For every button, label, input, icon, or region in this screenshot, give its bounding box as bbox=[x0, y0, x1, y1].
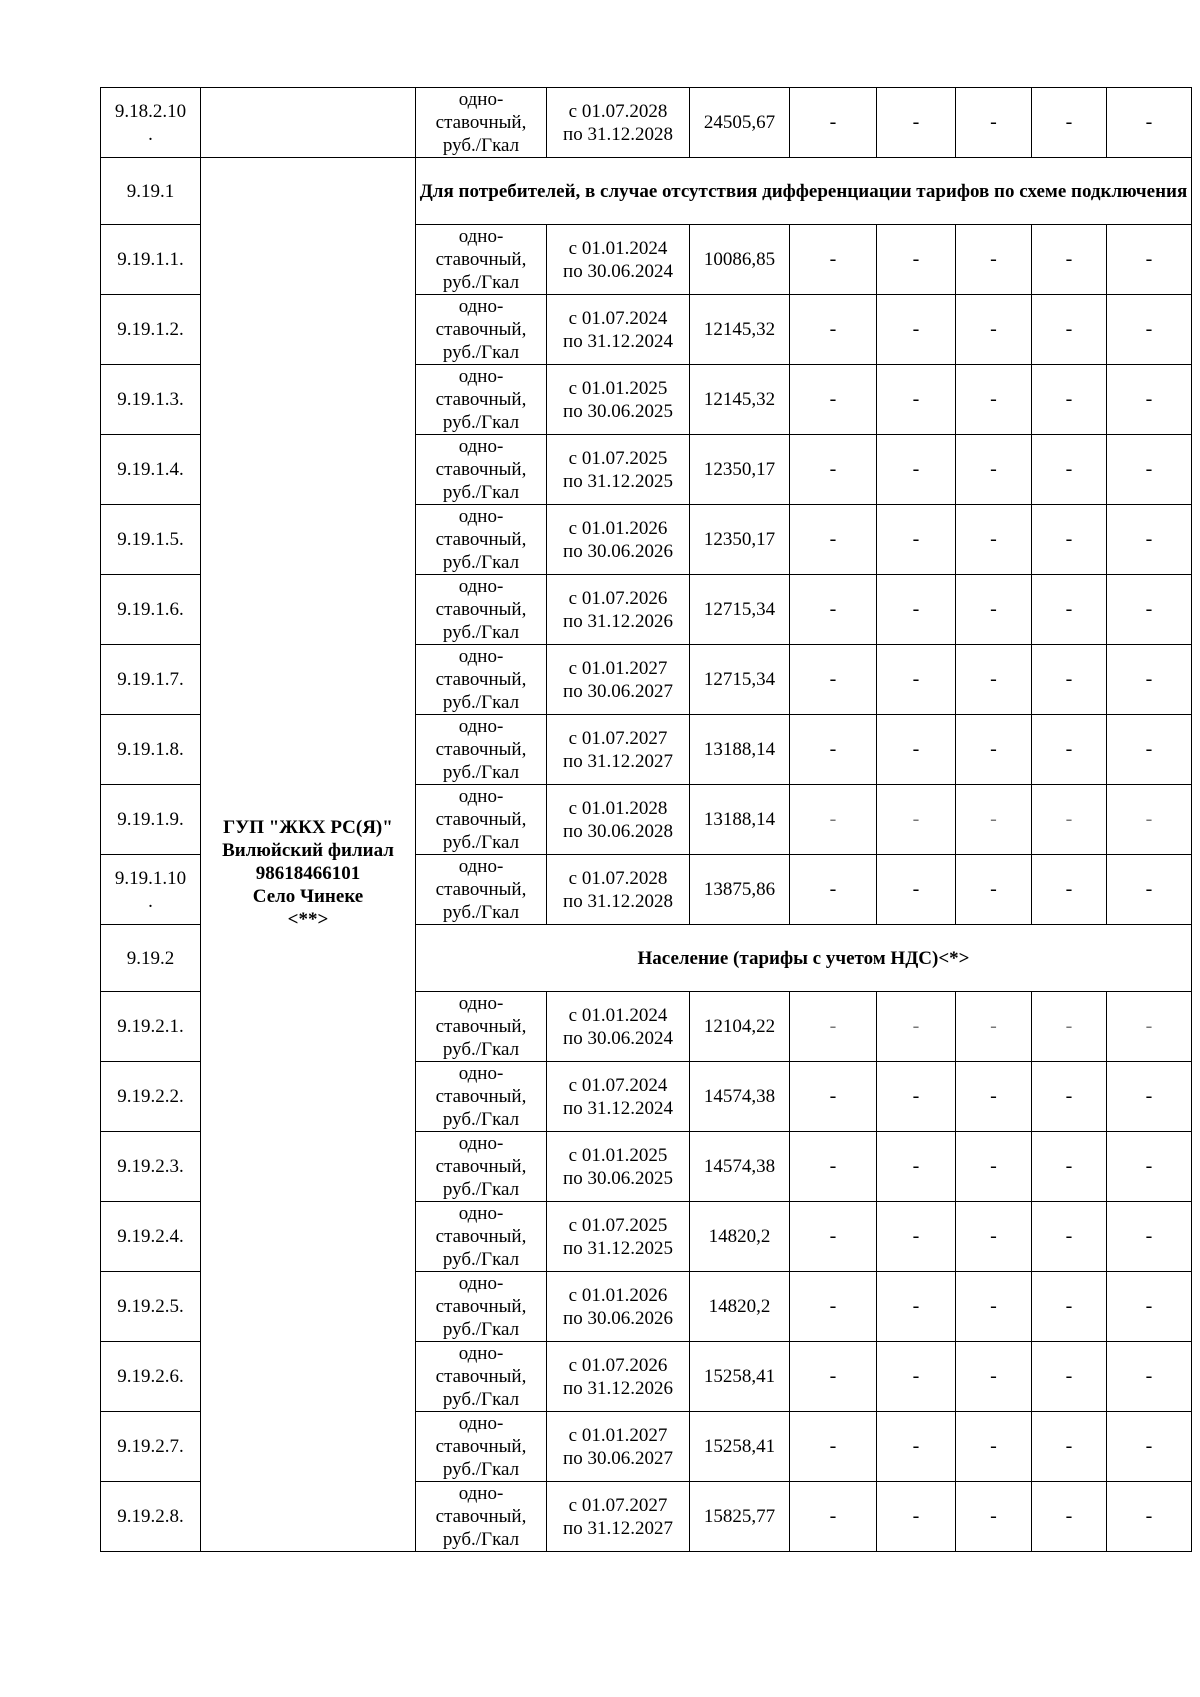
text-line: с 01.07.2025 bbox=[568, 1214, 668, 1236]
text-line: ставочный, bbox=[435, 389, 527, 410]
dash-cell: - bbox=[1107, 1062, 1192, 1132]
dash-cell: - bbox=[877, 435, 956, 505]
text-line: по 31.12.2025 bbox=[563, 1237, 673, 1259]
text-line: руб./Гкал bbox=[442, 272, 520, 293]
text-line: . bbox=[148, 890, 153, 912]
dash-cell: - bbox=[1107, 1132, 1192, 1202]
tariff-value: 13875,86 bbox=[690, 855, 790, 925]
dash-cell: - bbox=[956, 225, 1032, 295]
text-line: с 01.07.2027 bbox=[568, 1494, 668, 1516]
rate-type bbox=[416, 1132, 547, 1202]
tariff-value: 12350,17 bbox=[690, 435, 790, 505]
dash-cell: - bbox=[956, 1132, 1032, 1202]
text-line: с 01.01.2028 bbox=[568, 797, 668, 819]
row-code bbox=[101, 295, 201, 365]
row-code bbox=[101, 575, 201, 645]
dash-cell: - bbox=[956, 1482, 1032, 1552]
text-line: одно- bbox=[458, 436, 504, 457]
validity-period bbox=[547, 785, 690, 855]
text-line: ставочный, bbox=[435, 319, 527, 340]
dash-cell: - bbox=[956, 295, 1032, 365]
dash-cell: - bbox=[790, 365, 877, 435]
row-code bbox=[101, 715, 201, 785]
text-line: ставочный, bbox=[435, 249, 527, 270]
dash-cell: - bbox=[956, 88, 1032, 158]
text-line: одно- bbox=[458, 506, 504, 527]
row-code bbox=[101, 1132, 201, 1202]
text-line: 9.19.1.4. bbox=[117, 459, 184, 480]
dash-cell: - bbox=[1107, 1482, 1192, 1552]
text-line: 9.19.2.1. bbox=[117, 1016, 184, 1037]
text-line: 9.19.2.7. bbox=[117, 1436, 184, 1457]
row-code bbox=[101, 1202, 201, 1272]
dash-cell: - bbox=[1032, 992, 1107, 1062]
dash-cell: - bbox=[1107, 225, 1192, 295]
text-line: руб./Гкал bbox=[442, 412, 520, 433]
text-line: 9.19.2.2. bbox=[117, 1086, 184, 1107]
dash-cell: - bbox=[1107, 435, 1192, 505]
text-line: с 01.07.2024 bbox=[568, 1074, 668, 1096]
text-line: с 01.07.2025 bbox=[568, 447, 668, 469]
text-line: ставочный, bbox=[435, 1436, 527, 1457]
dash-cell: - bbox=[1032, 575, 1107, 645]
rate-type bbox=[416, 1062, 547, 1132]
text-line: руб./Гкал bbox=[442, 692, 520, 713]
row-code bbox=[101, 785, 201, 855]
text-line: руб./Гкал bbox=[442, 902, 520, 923]
dash-cell: - bbox=[956, 715, 1032, 785]
text-line: по 31.12.2027 bbox=[563, 1517, 673, 1539]
text-line: с 01.01.2024 bbox=[568, 237, 668, 259]
dash-cell: - bbox=[956, 1412, 1032, 1482]
text-line: 9.19.2.4. bbox=[117, 1226, 184, 1247]
text-line: одно- bbox=[458, 1133, 504, 1154]
dash-cell: - bbox=[1032, 785, 1107, 855]
text-line: руб./Гкал bbox=[442, 1179, 520, 1200]
text-line: ставочный, bbox=[435, 669, 527, 690]
dash-cell: - bbox=[790, 435, 877, 505]
dash-cell: - bbox=[1032, 1342, 1107, 1412]
dash-cell: - bbox=[877, 1342, 956, 1412]
text-line: по 30.06.2027 bbox=[563, 1447, 673, 1469]
organization-settlement: Село Чинеке bbox=[252, 886, 364, 907]
dash-cell: - bbox=[956, 435, 1032, 505]
rate-type bbox=[416, 1482, 547, 1552]
dash-cell: - bbox=[877, 505, 956, 575]
text-line: ставочный, bbox=[435, 459, 527, 480]
dash-cell: - bbox=[790, 1482, 877, 1552]
text-line: 9.19.1.1. bbox=[117, 249, 184, 270]
text-line: ставочный, bbox=[435, 1296, 527, 1317]
text-line: с 01.07.2027 bbox=[568, 727, 668, 749]
text-line: одно- bbox=[458, 993, 504, 1014]
validity-period bbox=[547, 295, 690, 365]
tariff-value: 14820,2 bbox=[690, 1202, 790, 1272]
text-line: с 01.01.2025 bbox=[568, 377, 668, 399]
dash-cell: - bbox=[877, 295, 956, 365]
dash-cell: - bbox=[956, 575, 1032, 645]
text-line: руб./Гкал bbox=[442, 342, 520, 363]
text-line: по 31.12.2025 bbox=[563, 470, 673, 492]
rate-type bbox=[416, 295, 547, 365]
dash-cell: - bbox=[1032, 855, 1107, 925]
text-line: ставочный, bbox=[435, 1506, 527, 1527]
tariff-value: 12350,17 bbox=[690, 505, 790, 575]
text-line: 9.19.2.3. bbox=[117, 1156, 184, 1177]
dash-cell: - bbox=[1032, 1482, 1107, 1552]
row-code bbox=[101, 645, 201, 715]
text-line: одно- bbox=[458, 1343, 504, 1364]
dash-cell: - bbox=[956, 855, 1032, 925]
text-line: 9.19.1.6. bbox=[117, 599, 184, 620]
dash-cell: - bbox=[1032, 1132, 1107, 1202]
text-line: руб./Гкал bbox=[442, 832, 520, 853]
validity-period bbox=[547, 1272, 690, 1342]
dash-cell: - bbox=[790, 295, 877, 365]
dash-cell: - bbox=[877, 1202, 956, 1272]
dash-cell: - bbox=[1107, 575, 1192, 645]
dash-cell: - bbox=[877, 575, 956, 645]
text-line: с 01.07.2024 bbox=[568, 307, 668, 329]
text-line: 9.19.2.5. bbox=[117, 1296, 184, 1317]
dash-cell: - bbox=[956, 992, 1032, 1062]
validity-period bbox=[547, 365, 690, 435]
rate-type bbox=[416, 225, 547, 295]
text-line: одно- bbox=[458, 716, 504, 737]
dash-cell: - bbox=[1032, 225, 1107, 295]
dash-cell: - bbox=[877, 1272, 956, 1342]
dash-cell: - bbox=[790, 1202, 877, 1272]
text-line: ставочный, bbox=[435, 1156, 527, 1177]
dash-cell: - bbox=[1032, 1062, 1107, 1132]
validity-period bbox=[547, 1202, 690, 1272]
dash-cell: - bbox=[1032, 435, 1107, 505]
dash-cell: - bbox=[956, 1342, 1032, 1412]
dash-cell: - bbox=[790, 575, 877, 645]
validity-period bbox=[547, 1412, 690, 1482]
dash-cell: - bbox=[1032, 365, 1107, 435]
text-line: с 01.07.2028 bbox=[568, 867, 668, 889]
row-code bbox=[101, 1412, 201, 1482]
text-line: ставочный, bbox=[435, 1226, 527, 1247]
text-line: ставочный, bbox=[435, 739, 527, 760]
tariff-table bbox=[100, 87, 1192, 1552]
dash-cell: - bbox=[877, 855, 956, 925]
section-heading: Население (тарифы с учетом НДС)<*> bbox=[416, 925, 1192, 992]
text-line: 9.19.1.10 bbox=[114, 867, 187, 889]
validity-period bbox=[547, 645, 690, 715]
dash-cell: - bbox=[1107, 992, 1192, 1062]
dash-cell: - bbox=[956, 365, 1032, 435]
tariff-value: 12104,22 bbox=[690, 992, 790, 1062]
tariff-value: 12145,32 bbox=[690, 365, 790, 435]
text-line: 9.19.2.8. bbox=[117, 1506, 184, 1527]
text-line: одно- bbox=[458, 1273, 504, 1294]
dash-cell: - bbox=[1032, 715, 1107, 785]
section-code: 9.19.2 bbox=[101, 925, 201, 992]
dash-cell: - bbox=[877, 1482, 956, 1552]
dash-cell: - bbox=[877, 645, 956, 715]
dash-cell: - bbox=[1107, 1412, 1192, 1482]
dash-cell: - bbox=[877, 225, 956, 295]
tariff-value: 15258,41 bbox=[690, 1412, 790, 1482]
rate-type bbox=[416, 715, 547, 785]
row-code bbox=[101, 505, 201, 575]
text-line: одно- bbox=[458, 856, 504, 877]
tariff-value: 15825,77 bbox=[690, 1482, 790, 1552]
rate-type bbox=[416, 575, 547, 645]
organization-block bbox=[204, 816, 412, 931]
text-line: одно- bbox=[458, 1203, 504, 1224]
rate-type bbox=[416, 785, 547, 855]
row-code bbox=[101, 225, 201, 295]
text-line: ставочный, bbox=[435, 1366, 527, 1387]
dash-cell: - bbox=[1032, 645, 1107, 715]
text-line: руб./Гкал bbox=[442, 552, 520, 573]
text-line: ставочный, bbox=[435, 1016, 527, 1037]
text-line: с 01.01.2026 bbox=[568, 517, 668, 539]
text-line: с 01.01.2027 bbox=[568, 1424, 668, 1446]
row-code bbox=[101, 855, 201, 925]
rate-type bbox=[416, 855, 547, 925]
validity-period bbox=[547, 992, 690, 1062]
text-line: с 01.01.2026 bbox=[568, 1284, 668, 1306]
text-line: одно- bbox=[458, 646, 504, 667]
text-line: с 01.01.2025 bbox=[568, 1144, 668, 1166]
dash-cell: - bbox=[1107, 88, 1192, 158]
text-line: 9.19.1.3. bbox=[117, 389, 184, 410]
validity-period: с 01.07.2028 по 31.12.2028 bbox=[547, 88, 690, 158]
validity-period bbox=[547, 225, 690, 295]
rate-type bbox=[416, 1342, 547, 1412]
validity-period bbox=[547, 1342, 690, 1412]
dash-cell: - bbox=[877, 88, 956, 158]
dash-cell: - bbox=[790, 88, 877, 158]
text-line: руб./Гкал bbox=[442, 1389, 520, 1410]
text-line: по 30.06.2025 bbox=[563, 400, 673, 422]
dash-cell: - bbox=[1107, 365, 1192, 435]
text-line: руб./Гкал bbox=[442, 762, 520, 783]
text-line: руб./Гкал bbox=[442, 1109, 520, 1130]
dash-cell: - bbox=[790, 225, 877, 295]
tariff-value: 14820,2 bbox=[690, 1272, 790, 1342]
text-line: по 31.12.2026 bbox=[563, 1377, 673, 1399]
dash-cell: - bbox=[1032, 1412, 1107, 1482]
dash-cell: - bbox=[956, 785, 1032, 855]
dash-cell: - bbox=[1107, 715, 1192, 785]
text-line: с 01.01.2024 bbox=[568, 1004, 668, 1026]
organization-name: ГУП "ЖКХ РС(Я)" bbox=[223, 817, 393, 838]
tariff-value: 13188,14 bbox=[690, 715, 790, 785]
dash-cell: - bbox=[956, 1062, 1032, 1132]
dash-cell: - bbox=[877, 1132, 956, 1202]
dash-cell: - bbox=[877, 715, 956, 785]
tariff-value: 13188,14 bbox=[690, 785, 790, 855]
text-line: по 30.06.2028 bbox=[563, 820, 673, 842]
rate-type bbox=[416, 1272, 547, 1342]
dash-cell: - bbox=[1107, 1202, 1192, 1272]
dash-cell: - bbox=[1107, 1272, 1192, 1342]
tariff-value: 10086,85 bbox=[690, 225, 790, 295]
row-code bbox=[101, 365, 201, 435]
text-line: одно- bbox=[458, 1063, 504, 1084]
dash-cell: - bbox=[956, 505, 1032, 575]
text-line: одно- bbox=[458, 226, 504, 247]
section-heading: Для потребителей, в случае отсутствия дифференциации тарифов по схеме подключения bbox=[416, 158, 1192, 225]
table-row-9-18-2-10 bbox=[101, 88, 1192, 158]
text-line: по 31.12.2026 bbox=[563, 610, 673, 632]
tariff-table-body bbox=[101, 88, 1192, 1552]
dash-cell: - bbox=[1032, 1202, 1107, 1272]
text-line: ставочный, bbox=[435, 599, 527, 620]
dash-cell: - bbox=[790, 505, 877, 575]
dash-cell: - bbox=[790, 1412, 877, 1482]
validity-period bbox=[547, 1132, 690, 1202]
validity-period bbox=[547, 575, 690, 645]
dash-cell: - bbox=[877, 785, 956, 855]
text-line: по 30.06.2024 bbox=[563, 1027, 673, 1049]
dash-cell: - bbox=[1107, 1342, 1192, 1412]
text-line: 9.19.2.6. bbox=[117, 1366, 184, 1387]
dash-cell: - bbox=[790, 855, 877, 925]
validity-period bbox=[547, 855, 690, 925]
row-code bbox=[101, 992, 201, 1062]
dash-cell: - bbox=[877, 365, 956, 435]
tariff-value: 14574,38 bbox=[690, 1062, 790, 1132]
text-line: по 30.06.2025 bbox=[563, 1167, 673, 1189]
text-line: 9.19.1.8. bbox=[117, 739, 184, 760]
tariff-value: 24505,67 bbox=[690, 88, 790, 158]
dash-cell: - bbox=[1032, 295, 1107, 365]
tariff-value: 12715,34 bbox=[690, 645, 790, 715]
row-code bbox=[101, 1272, 201, 1342]
text-line: руб./Гкал bbox=[442, 1529, 520, 1550]
dash-cell: - bbox=[790, 785, 877, 855]
text-line: одно- bbox=[458, 576, 504, 597]
dash-cell: - bbox=[877, 1412, 956, 1482]
text-line: по 30.06.2024 bbox=[563, 260, 673, 282]
text-line: по 31.12.2024 bbox=[563, 1097, 673, 1119]
text-line: по 31.12.2027 bbox=[563, 750, 673, 772]
organization-code: 98618466101 bbox=[255, 863, 361, 884]
rate-type bbox=[416, 992, 547, 1062]
rate-type bbox=[416, 645, 547, 715]
dash-cell: - bbox=[790, 1062, 877, 1132]
rate-type: одно- ставочный, руб./Гкал bbox=[416, 88, 547, 158]
text-line: ставочный, bbox=[435, 529, 527, 550]
tariff-value: 12715,34 bbox=[690, 575, 790, 645]
dash-cell: - bbox=[956, 1272, 1032, 1342]
dash-cell: - bbox=[1107, 785, 1192, 855]
organization-branch: Вилюйский филиал bbox=[222, 840, 394, 861]
text-line: руб./Гкал bbox=[442, 1249, 520, 1270]
dash-cell: - bbox=[790, 715, 877, 785]
rate-type bbox=[416, 1412, 547, 1482]
text-line: 9.19.1.7. bbox=[117, 669, 184, 690]
row-code: 9.18.2.10 . bbox=[101, 88, 201, 158]
dash-cell: - bbox=[877, 1062, 956, 1132]
text-line: 9.19.1.9. bbox=[117, 809, 184, 830]
rate-type bbox=[416, 435, 547, 505]
text-line: руб./Гкал bbox=[442, 1319, 520, 1340]
text-line: одно- bbox=[458, 786, 504, 807]
dash-cell: - bbox=[790, 1272, 877, 1342]
text-line: по 30.06.2027 bbox=[563, 680, 673, 702]
tariff-value: 15258,41 bbox=[690, 1342, 790, 1412]
validity-period bbox=[547, 1062, 690, 1132]
text-line: по 31.12.2024 bbox=[563, 330, 673, 352]
text-line: по 31.12.2028 bbox=[563, 890, 673, 912]
text-line: по 30.06.2026 bbox=[563, 1307, 673, 1329]
dash-cell: - bbox=[1032, 88, 1107, 158]
text-line: одно- bbox=[458, 1413, 504, 1434]
text-line: одно- bbox=[458, 296, 504, 317]
text-line: ставочный, bbox=[435, 809, 527, 830]
dash-cell: - bbox=[1107, 505, 1192, 575]
tariff-value: 12145,32 bbox=[690, 295, 790, 365]
section-row-9-19-1 bbox=[101, 158, 1192, 225]
text-line: ставочный, bbox=[435, 1086, 527, 1107]
section-code: 9.19.1 bbox=[101, 158, 201, 225]
validity-period bbox=[547, 715, 690, 785]
rate-type bbox=[416, 365, 547, 435]
text-line: руб./Гкал bbox=[442, 482, 520, 503]
text-line: с 01.07.2026 bbox=[568, 587, 668, 609]
dash-cell: - bbox=[1107, 855, 1192, 925]
organization-cell bbox=[201, 158, 416, 1552]
dash-cell: - bbox=[790, 645, 877, 715]
dash-cell: - bbox=[877, 992, 956, 1062]
dash-cell: - bbox=[1107, 645, 1192, 715]
dash-cell: - bbox=[956, 645, 1032, 715]
text-line: с 01.01.2027 bbox=[568, 657, 668, 679]
validity-period bbox=[547, 1482, 690, 1552]
row-code bbox=[101, 1062, 201, 1132]
dash-cell: - bbox=[790, 992, 877, 1062]
row-code bbox=[101, 1342, 201, 1412]
text-line: с 01.07.2026 bbox=[568, 1354, 668, 1376]
validity-period bbox=[547, 435, 690, 505]
dash-cell: - bbox=[790, 1132, 877, 1202]
text-line: одно- bbox=[458, 1483, 504, 1504]
organization-cell-empty bbox=[201, 88, 416, 158]
text-line: руб./Гкал bbox=[442, 622, 520, 643]
rate-type bbox=[416, 1202, 547, 1272]
text-line: руб./Гкал bbox=[442, 1459, 520, 1480]
organization-note: <**> bbox=[287, 909, 329, 930]
text-line: руб./Гкал bbox=[442, 1039, 520, 1060]
text-line: ставочный, bbox=[435, 879, 527, 900]
dash-cell: - bbox=[956, 1202, 1032, 1272]
tariff-value: 14574,38 bbox=[690, 1132, 790, 1202]
dash-cell: - bbox=[790, 1342, 877, 1412]
text-line: 9.19.1.2. bbox=[117, 319, 184, 340]
rate-type bbox=[416, 505, 547, 575]
row-code bbox=[101, 435, 201, 505]
text-line: 9.19.1.5. bbox=[117, 529, 184, 550]
text-line: по 30.06.2026 bbox=[563, 540, 673, 562]
dash-cell: - bbox=[1107, 295, 1192, 365]
row-code bbox=[101, 1482, 201, 1552]
dash-cell: - bbox=[1032, 1272, 1107, 1342]
text-line: одно- bbox=[458, 366, 504, 387]
dash-cell: - bbox=[1032, 505, 1107, 575]
validity-period bbox=[547, 505, 690, 575]
